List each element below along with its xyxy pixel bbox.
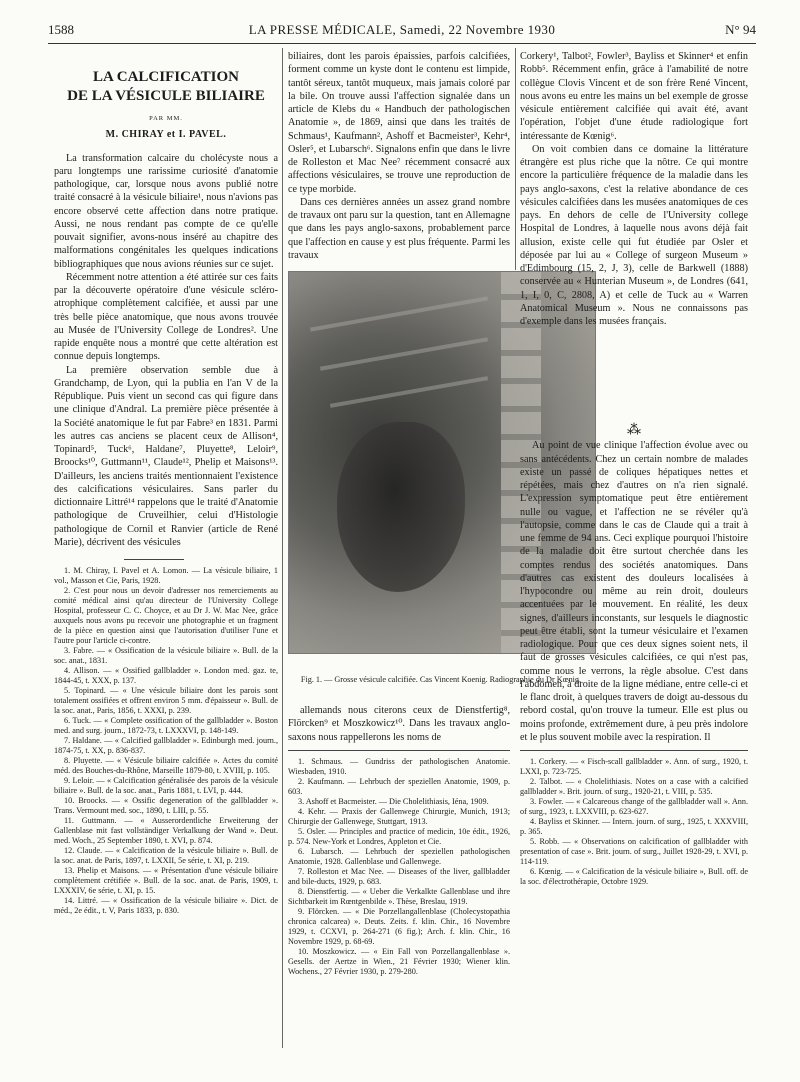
footnote: 7. Haldane. — « Calcified gallbladder ». Edinburgh med. journ., 1874-75, t. XX, p. 836-837. [54, 736, 278, 755]
title-line-2: DE LA VÉSICULE BILIAIRE [67, 88, 265, 104]
figure-caption: Fig. 1. — Grosse vésicule calcifiée. Cas Vincent Koenig. Radiographie du Dr Kœnig. [300, 675, 582, 684]
footnote: 1. Schmaus. — Gundriss der pathologischen Anatomie. Wiesbaden, 1910. [288, 756, 510, 776]
paragraph: On voit combien dans ce domaine la littérature étrangère est plus riche que la nôtre. Ce qui montre encore la particulière fréquence de la maladie dans les pays anglo-saxons, c'est la relative abondance de ces vésicules calcifiées dans les musées anatomiques de ces pays. En dehors de celle de l'University college Hospital de Londres, à laquelle nous avons déjà fait allusion, existe celle qui fut étudiée par Osler et déposée par lui au « College of surgeon Museum » d'Edimbourg (15, 2, J, 3), celle de Barkwell (1888) conservée au « Hunterian Museum », de Londres (641, 1, I, 0, C, 2808, A) et celle de Tuck au « Warren Anatomical Museum ». Nous ne connaissons pas d'exemple dans les musées français. [520, 143, 748, 327]
footnotes-middle [288, 757, 510, 977]
title-line-1: LA CALCIFICATION [93, 69, 239, 85]
column-divider-1 [282, 48, 283, 1048]
footnote: 3. Fabre. — « Ossification de la vésicule biliaire ». Bull. de la soc. anat., 1831. [54, 646, 278, 665]
footnote: 1. M. Chiray, I. Pavel et A. Lomon. — La vésicule biliaire, 1 vol., Masson et Cie, Paris, 1928. [54, 566, 278, 585]
footnote: 4. Kehr. — Praxis der Gallenwege Chirurgie, Munich, 1913; Chirurgie der Gallenwege, Stuttgart, 1913. [288, 806, 510, 826]
footnote-rule [520, 750, 748, 751]
paragraph: allemands nous citerons ceux de Dienstfertig⁸, Flörcken⁹ et Moszkowicz¹⁰. Dans les travaux anglo-saxons nous rappellerons les noms de [288, 705, 510, 743]
article-title [54, 68, 278, 106]
footnote: 6. Tuck. — « Complete ossification of the gallbladder ». Boston med. and surg. journ., 1872-73, t. LXXXVI, p. 148-149. [54, 716, 278, 735]
rib-shadow [310, 296, 488, 331]
footnote: 2. C'est pour nous un devoir d'adresser nos remerciements au comité médical ainsi qu'au directeur de l'University College Hospital, professeur C. C. Choyce, et au Dr J. W. Mac Nee, grâce auxquels nous avons pu recevoir une photographie et un fragment de la pièce en question ainsi que l'autorisation d'utiliser l'une et l'autre pour l'article ci-contre. [54, 586, 278, 645]
paragraph: biliaires, dont les parois épaissies, parfois calcifiées, forment comme un kyste dont le contenu est limpide, tantôt séreux, tantôt muqueux, mais jamais coloré par la bile. On trouve aussi l'affection signalée dans un article de Klebs du « Handbuch der pathologischen Anatomie », de 1869, ainsi que dans les traités de Schmaus¹, Kaufmann², Ashoff et Bacmeister³, Kehr⁴, Osler⁵, et Lubarsch⁶. Signalons enfin que dans le livre de Rolleston et Mac Nee⁷ récemment consacré aux affections vésiculaires, se trouve une reproduction de ce type morbide. [288, 51, 510, 195]
footnote: 10. Moszkowicz. — « Ein Fall von Porzellangallenblase ». Gesells. der Aertze in Wien., 21 Février 1930; Wiener klin. Wochens., 27 Février 1930, p. 279-280. [288, 946, 510, 976]
footnotes-right [520, 757, 748, 887]
asterism: ⁂ [627, 423, 641, 438]
footnote: 8. Dienstfertig. — « Ueber die Verkalkte Gallenblase und ihre Sichtbarkeit im Rœntgenbilde ». Thèse, Breslau, 1919. [288, 886, 510, 906]
page-number: 1588 [48, 22, 74, 37]
footnote: 4. Bayliss et Skinner. — Intern. journ. of surg., 1925, t. XXXVIII, p. 365. [520, 817, 748, 836]
footnote: 13. Phelip et Maisons. — « Présentation d'une vésicule biliaire complètement crétifiée ». Bull. de la soc. anat. de Paris, 1909, t. LXXXIV, 6e série, t. XI, p. 15. [54, 866, 278, 895]
article-authors: M. CHIRAY et I. PAVEL. [105, 129, 227, 141]
footnote: 5. Robb. — « Observations on calcification of gallbladder with presentation of case ». Brit. journ. of surg., Juillet 1928-29, t. XVI, p. 114-119. [520, 837, 748, 866]
rib-shadow [330, 376, 488, 408]
paragraph: Au point de vue clinique l'affection évolue avec ou sans antécédents. Chez un certain nombre de malades existe un passé de coliques hépatiques nettes et répétées, mais chez d'autres on n'a rien signalé. L'expression symptomatique peut être entièrement nulle ou vague, et l'affection ne se révéler qu'à l'autopsie, comme dans le cas de Claude qui a trait à une femme de 94 ans. Ceci explique pourquoi l'histoire de la maladie doit être surtout cherchée dans les comptes rendus des sociétés anatomiques. Dans d'autres cas existent des douleurs localisées à l'hypocondre ou même au rein droit, douleurs accentuées par le mouvement. En réalité, les deux signes, d'ailleurs inconstants, sur lesquels le diagnostic peut être établi, sont la tumeur vésiculaire et l'examen radiologique. Pour que ces deux signes soient nets, il faut de grosses vésicules calcifiées, ce qui n'est pas, comme nous le verrons, la règle absolue. C'est dans l'abdomen, à droite de la ligne médiane, entre celle-ci et le flanc droit, à quelques travers de doigt au-dessous du rebord costal, qu'on trouve la tumeur. Elle est plus ou moins profonde, extrêmement dure, à peu près indolore et le plus souvent mobile avec la respiration. Il [520, 440, 748, 743]
calcified-gallbladder-shadow [337, 422, 465, 592]
footnote: 12. Claude. — « Calcification de la vésicule biliaire ». Bull. de la soc. anat. de Paris, 1897, t. LXXII, 5e série, t. XI, p. 219. [54, 846, 278, 865]
footnote: 9. Flörcken. — « Die Porzellangallenblase (Cholecystopathia chronica calcarea) ». Deuts. Zeits. f. klin. Chir., 16 Novembre 1929, t. CCXVI, p. 264-271 (6 fig.); Arch. f. klin. Chir., 16 Novembre 1929, p. 68-69. [288, 906, 510, 946]
footnote: 10. Broocks. — « Ossific degeneration of the gallbladder ». Trans. Vermount med. soc., 1890, t. LIII, p. 55. [54, 796, 278, 815]
footnote: 6. Kœnig. — « Calcification de la vésicule biliaire », Bull. off. de la soc. d'électrothérapie, Octobre 1929. [520, 867, 748, 886]
rib-shadow [320, 337, 488, 370]
column-right-bottom [520, 418, 748, 887]
footnote: 6. Lubarsch. — Lehrbuch der speziellen pathologischen Anatomie, 1928. Gallenblase und Gallenwege. [288, 846, 510, 866]
column-left [54, 60, 278, 916]
footnote: 8. Pluyette. — « Vésicule biliaire calcifiée ». Actes du comité méd. des Bouches-du-Rhône, Marseille 1879-80, t. XVIII, p. 105. [54, 756, 278, 775]
column-middle-bottom [288, 704, 510, 977]
paragraph: Corkery¹, Talbot², Fowler³, Bayliss et Skinner⁴ et enfin Robb⁵. Récemment enfin, grâce à l'amabilité de notre collègue Clovis Vincent et de son frère René Vincent, nous avons eu entre les mains un bel exemple de grosse vésicule entièrement calcifiée qui avait été, avant l'opération, l'objet d'une étude radiologique fort intéressante de Kœnig⁶. [520, 51, 748, 142]
footnote: 11. Guttmann. — « Ausserordentliche Erweiterung der Gallenblase mit fast vollständiger Verkalkung der Wand ». Deut. med. Woch., 25 September 1890, t. XVI, p. 874. [54, 816, 278, 845]
column-right-top [520, 50, 748, 418]
page-header [48, 22, 756, 42]
footnote: 14. Littré. — « Ossification de la vésicule biliaire ». Dict. de méd., 2e édit., t. V, Paris 1833, p. 830. [54, 896, 278, 915]
footnotes-left [54, 566, 278, 916]
column-divider-2 [515, 48, 516, 270]
paragraph: Récemment notre attention a été attirée sur ces faits par la découverte opératoire d'une vésicule scléro-atrophique complètement calcifiée, et aussi par une très belle pièce anatomique, que nous avons trouvée au Musée de l'University College de Londres². Une rapide enquête nous a montré que cette altération est connue depuis longtemps. [54, 271, 278, 363]
footnote: 2. Kaufmann. — Lehrbuch der speziellen Anatomie, 1909, p. 603. [288, 776, 510, 796]
footnote: 4. Allison. — « Ossified gallbladder ». London med. gaz. te, 1844-45, t. XXX, p. 137. [54, 666, 278, 685]
footnote: 3. Fowler. — « Calcareous change of the gallbladder wall ». Ann. of surg., 1923, t. LXXVIII, p. 623-627. [520, 797, 748, 816]
column-middle-top [288, 50, 510, 262]
issue-number: N° 94 [725, 22, 756, 37]
byline-par: PAR MM. [149, 115, 183, 122]
header-rule [48, 43, 756, 44]
footnote-rule [288, 750, 510, 751]
footnote: 5. Topinard. — « Une vésicule biliaire dont les parois sont totalement ossifiées et offrent environ 5 mm. d'épaisseur ». Bull. de la soc. anat., Paris, 1856, t. XXXI, p. 239. [54, 686, 278, 715]
footnote: 5. Osler. — Principles and practice of medicin, 10e édit., 1926, p. 574. New-York et Londres, Appleton et Cie. [288, 826, 510, 846]
footnote: 7. Rolleston et Mac Nee. — Diseases of the liver, gallbladder and bile-ducts, 1929, p. 683. [288, 866, 510, 886]
footnote-rule [124, 559, 184, 560]
footnote: 9. Leloir. — « Calcification généralisée des parois de la vésicule biliaire ». Bull. de la soc. anat., Paris 1881, t. LVI, p. 444. [54, 776, 278, 795]
paragraph: Dans ces dernières années un assez grand nombre de travaux ont paru sur la question, tant en Allemagne que dans les pays anglo-saxons, probablement parce que l'affection en cause y est plus fréquente. Parmi les travaux [288, 196, 510, 261]
paragraph: La transformation calcaire du cholécyste nous a paru longtemps une rarissime curiosité d'anatomie pathologique, car, lorsque nous avons publié notre traité consacré à la vésicule biliaire¹, nous n'avions pas encore observé cette affection dans notre pratique. Aussi, ne nous rendant pas compte de ce qu'elle pouvait signifier, avons-nous inséré au chapitre des malformations congénitales les quelques indications bibliographiques que nous avions réunies sur ce sujet. [54, 152, 278, 270]
paragraph: La première observation semble due à Grandchamp, de Lyon, qui la publia en l'an V de la République. Puis vient un second cas qui figure dans une clinique d'Andral. La première pièce présentée à la Société anatomique le fut par Fabre³ en 1831. Parmi les autres cas anciens se placent ceux de Allison⁴, Topinard⁵, Tuck⁶, Haldane⁷, Pluyette⁸, Leloir⁹, Broocks¹⁰, Guttmann¹¹, Claude¹², Phelip et Maisons¹³. D'ailleurs, les anciens traités mentionnaient l'existence des calcifications vésiculaires. Sans parler du dictionnaire Littré¹⁴ rappelons que le traité d'Anatomie pathologique de Cruveilhier, celui d'Histologie pathologique de Cornil et Ranvier (article de René Marie), décrivent des vésicules [54, 364, 278, 548]
footnote: 1. Corkery. — « Fisch-scall gallbladder ». Ann. of surg., 1920, t. LXXI, p. 723-725. [520, 757, 748, 776]
journal-title: LA PRESSE MÉDICALE, Samedi, 22 Novembre 1930 [248, 22, 556, 37]
footnote: 3. Ashoff et Bacmeister. — Die Cholelithiasis, Iéna, 1909. [298, 796, 489, 806]
footnote: 2. Talbot. — « Cholelithiasis. Notes on a case with a calcified gallbladder ». Brit. journ. of surg., 1920-21, t. VIII, p. 535. [520, 777, 748, 796]
